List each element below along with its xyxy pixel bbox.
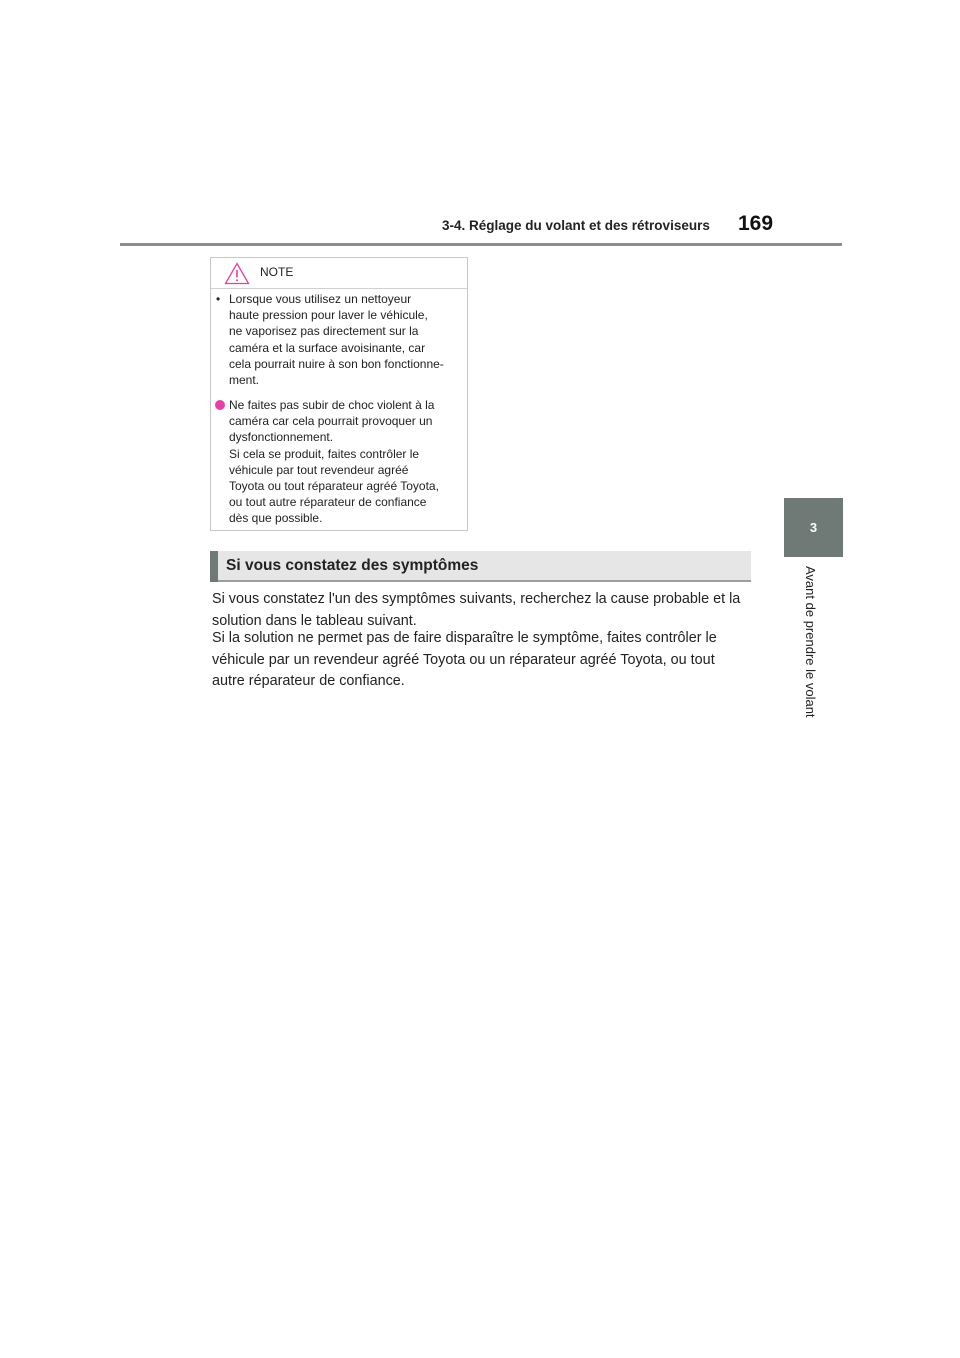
warning-triangle-icon — [224, 262, 250, 285]
bullet-dot: • — [216, 292, 221, 306]
note-line: ne vaporisez pas directement sur la — [229, 324, 419, 339]
chapter-label: Avant de prendre le volant — [803, 566, 818, 718]
paragraph-line: Si vous constatez l'un des symptômes suivants, recherchez la cause probable et la — [212, 591, 741, 607]
bullet-circle — [215, 400, 225, 410]
note-line: caméra et la surface avoisinante, car — [229, 340, 426, 355]
chapter-number: 3 — [809, 520, 818, 535]
note-header — [211, 258, 467, 289]
note-line: ment. — [229, 373, 260, 388]
paragraph-line: solution dans le tableau suivant. — [212, 612, 417, 629]
note-line: haute pression pour laver le véhicule, — [229, 308, 428, 323]
section-heading-bar — [210, 551, 751, 582]
note-line: ou tout autre réparateur de confiance — [229, 495, 427, 510]
chapter-tab — [784, 498, 843, 557]
page-header-title: 3-4. Réglage du volant et des rétroviseurs — [442, 218, 710, 233]
note-title: NOTE — [260, 265, 294, 279]
note-line: caméra car cela pourrait provoquer un — [229, 414, 433, 429]
note-line: dès que possible. — [229, 511, 323, 526]
note-line: Lorsque vous utilisez un nettoyeur — [229, 292, 412, 306]
note-item-impact — [229, 397, 461, 527]
section-title: Si vous constatez des symptômes — [226, 557, 479, 574]
note-line: cela pourrait nuire à son bon fonctionne- — [229, 356, 444, 371]
paragraph-line: Si la solution ne permet pas de faire disparaître le symptôme, faites contrôler le — [212, 630, 717, 646]
section-accent — [210, 551, 218, 582]
note-box — [210, 257, 468, 531]
header-rule — [120, 243, 842, 246]
note-line: Toyota ou tout réparateur agréé Toyota, — [229, 479, 439, 494]
note-item-pressure-washer — [216, 291, 461, 388]
page-number: 169 — [738, 212, 774, 235]
note-line: véhicule par tout revendeur agréé — [229, 462, 409, 477]
paragraph-symptoms-intro — [212, 589, 752, 632]
note-line: Ne faites pas subir de choc violent à la — [229, 398, 435, 412]
paragraph-line: véhicule par un revendeur agréé Toyota ou un réparateur agréé Toyota, ou tout — [212, 651, 715, 668]
note-line: dysfonctionnement. — [229, 430, 334, 445]
paragraph-symptoms-solution — [212, 628, 752, 693]
paragraph-line: autre réparateur de confiance. — [212, 673, 405, 689]
note-line: Si cela se produit, faites contrôler le — [229, 446, 420, 461]
